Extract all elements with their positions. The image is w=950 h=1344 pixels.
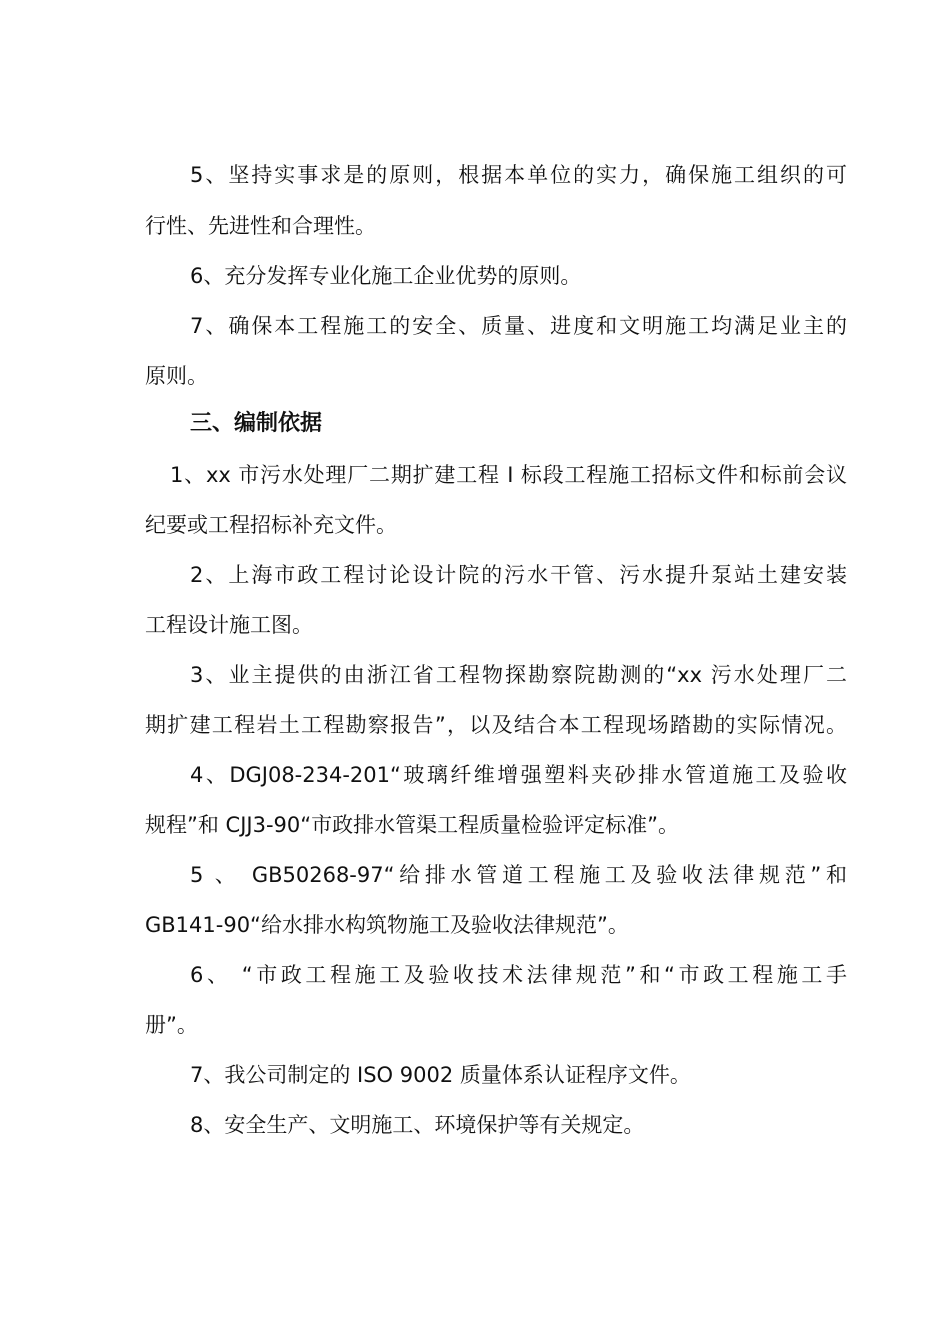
paragraph-line: 5、坚持实事求是的原则，根据本单位的实力，确保施工组织的可 xyxy=(190,163,847,187)
paragraph-line: 纪要或工程招标补充文件。 xyxy=(145,513,397,537)
section-heading: 三、编制依据 xyxy=(190,411,323,436)
paragraph-line: GB141-90“给水排水构筑物施工及验收法律规范”。 xyxy=(145,913,629,937)
paragraph-line: 7、确保本工程施工的安全、质量、进度和文明施工均满足业主的 xyxy=(190,314,847,338)
paragraph-line: 工程设计施工图。 xyxy=(145,613,313,637)
paragraph-line: 8、安全生产、文明施工、环境保护等有关规定。 xyxy=(190,1113,645,1137)
paragraph-line: 6、 “市政工程施工及验收技术法律规范”和“市政工程施工手 xyxy=(190,963,847,987)
paragraph-line: 册”。 xyxy=(145,1013,198,1037)
paragraph-line: 原则。 xyxy=(145,364,208,388)
paragraph-line: 6、充分发挥专业化施工企业优势的原则。 xyxy=(190,264,582,288)
paragraph-line: 1、xx 市污水处理厂二期扩建工程 I 标段工程施工招标文件和标前会议 xyxy=(170,463,847,487)
paragraph-line: 规程”和 CJJ3-90“市政排水管渠工程质量检验评定标准”。 xyxy=(145,813,680,837)
paragraph-line: 2、上海市政工程讨论设计院的污水干管、污水提升泵站土建安装 xyxy=(190,563,847,587)
paragraph-line: 3、业主提供的由浙江省工程物探勘察院勘测的“xx 污水处理厂二 xyxy=(190,663,847,687)
paragraph-line: 期扩建工程岩土工程勘察报告”，以及结合本工程现场踏勘的实际情况。 xyxy=(145,713,847,737)
paragraph-line: 7、我公司制定的 ISO 9002 质量体系认证程序文件。 xyxy=(190,1063,691,1087)
paragraph-line: 4、DGJ08-234-201“玻璃纤维增强塑料夹砂排水管道施工及验收 xyxy=(190,763,847,787)
paragraph-line: 行性、先进性和合理性。 xyxy=(145,214,376,238)
paragraph-line: 5 、 GB50268-97“给排水管道工程施工及验收法律规范”和 xyxy=(190,863,847,887)
